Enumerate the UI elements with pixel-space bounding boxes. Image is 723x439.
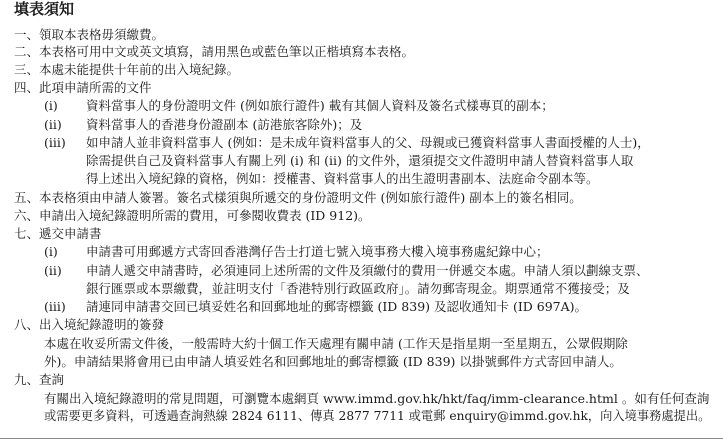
item-text: 資料當事人的香港身份證副本 (訪港旅客除外)；及 bbox=[86, 117, 363, 132]
item-number: (iii) bbox=[44, 135, 66, 150]
item-text: 銀行匯票或本票繳費，並註明支付「香港特別行政區政府」。請勿郵寄現金。期票通常不獲接受；及 bbox=[86, 281, 630, 296]
section-heading: 二、本表格可用中文或英文填寫，請用黑色或藍色筆以正楷填寫本表格。 bbox=[14, 44, 415, 59]
section-heading: 五、本表格須由申請人簽署。簽名式樣須與所遞交的身份證明文件 (例如旅行證件) 副本上的簽名相同。 bbox=[14, 190, 582, 205]
item-text: 申請書可用郵遞方式寄回香港灣仔告士打道七號入境事務大樓入境事務處紀錄中心； bbox=[86, 244, 549, 259]
item-text: 資料當事人的身份證明文件 (例如旅行證件) 載有其個人資料及簽名式樣專頁的副本； bbox=[86, 98, 554, 113]
item-text: 如申請人並非資料當事人 (例如：是未成年資料當事人的父、母親或已獲資料當事人書面授權的人士)， bbox=[86, 135, 650, 150]
item-number: (iii) bbox=[44, 299, 66, 314]
section-heading: 八、出入境紀錄證明的簽發 bbox=[14, 317, 165, 332]
item-text: 除需提供自己及資料當事人有關上列 (i) 和 (ii) 的文件外，還須提交文件證明申請人替資料當事人取 bbox=[86, 153, 634, 168]
item-number: (ii) bbox=[44, 117, 62, 132]
section-heading: 一、領取本表格毋須繳費。 bbox=[14, 27, 165, 42]
section-heading: 九、查詢 bbox=[14, 372, 65, 387]
item-text: 請連同申請書交回已填妥姓名和回郵地址的郵寄標籤 (ID 839) 及認收通知卡 (ID 697A)。 bbox=[86, 299, 588, 314]
section-heading: 四、此項申請所需的文件 bbox=[14, 80, 152, 95]
item-text: 申請人遞交申請書時，必須連同上述所需的文件及須繳付的費用一併遞交本處。申請人須以劃線支票、 bbox=[86, 263, 649, 278]
item-number: (ii) bbox=[44, 263, 62, 278]
page-title: 填表須知 bbox=[14, 0, 75, 18]
item-number: (i) bbox=[44, 244, 58, 259]
item-number: (i) bbox=[44, 98, 58, 113]
paragraph-line: 外)。申請結果將會用已由申請人填妥姓名和回郵地址的郵寄標籤 (ID 839) 以掛號郵件方式寄回申請人。 bbox=[44, 354, 622, 369]
paragraph-line: 或需要更多資料，可透過查詢熱線 2824 6111、傳真 2877 7711 或電郵 enquiry@immd.gov.hk，向入境事務處提出。 bbox=[44, 409, 711, 423]
paragraph-line: 本處在收妥所需文件後，一般需時大約十個工作天處理有關申請 (工作天是指星期一至星期五，公眾假期除 bbox=[44, 336, 628, 351]
section-heading: 七、遞交申請書 bbox=[14, 226, 102, 241]
section-heading: 六、申請出入境紀錄證明所需的費用，可參閱收費表 (ID 912)。 bbox=[14, 208, 371, 223]
item-text: 得上述出入境紀錄的資格，例如：授權書、資料當事人的出生證明書副本、法庭命令副本等。 bbox=[86, 171, 599, 186]
section-heading: 三、本處未能提供十年前的出入境紀錄。 bbox=[14, 62, 240, 77]
paragraph-line: 有關出入境紀錄證明的常見問題，可瀏覽本處網頁 www.immd.gov.hk/hkt/faq/imm-clearance.html 。如有任何查詢 bbox=[44, 391, 710, 406]
